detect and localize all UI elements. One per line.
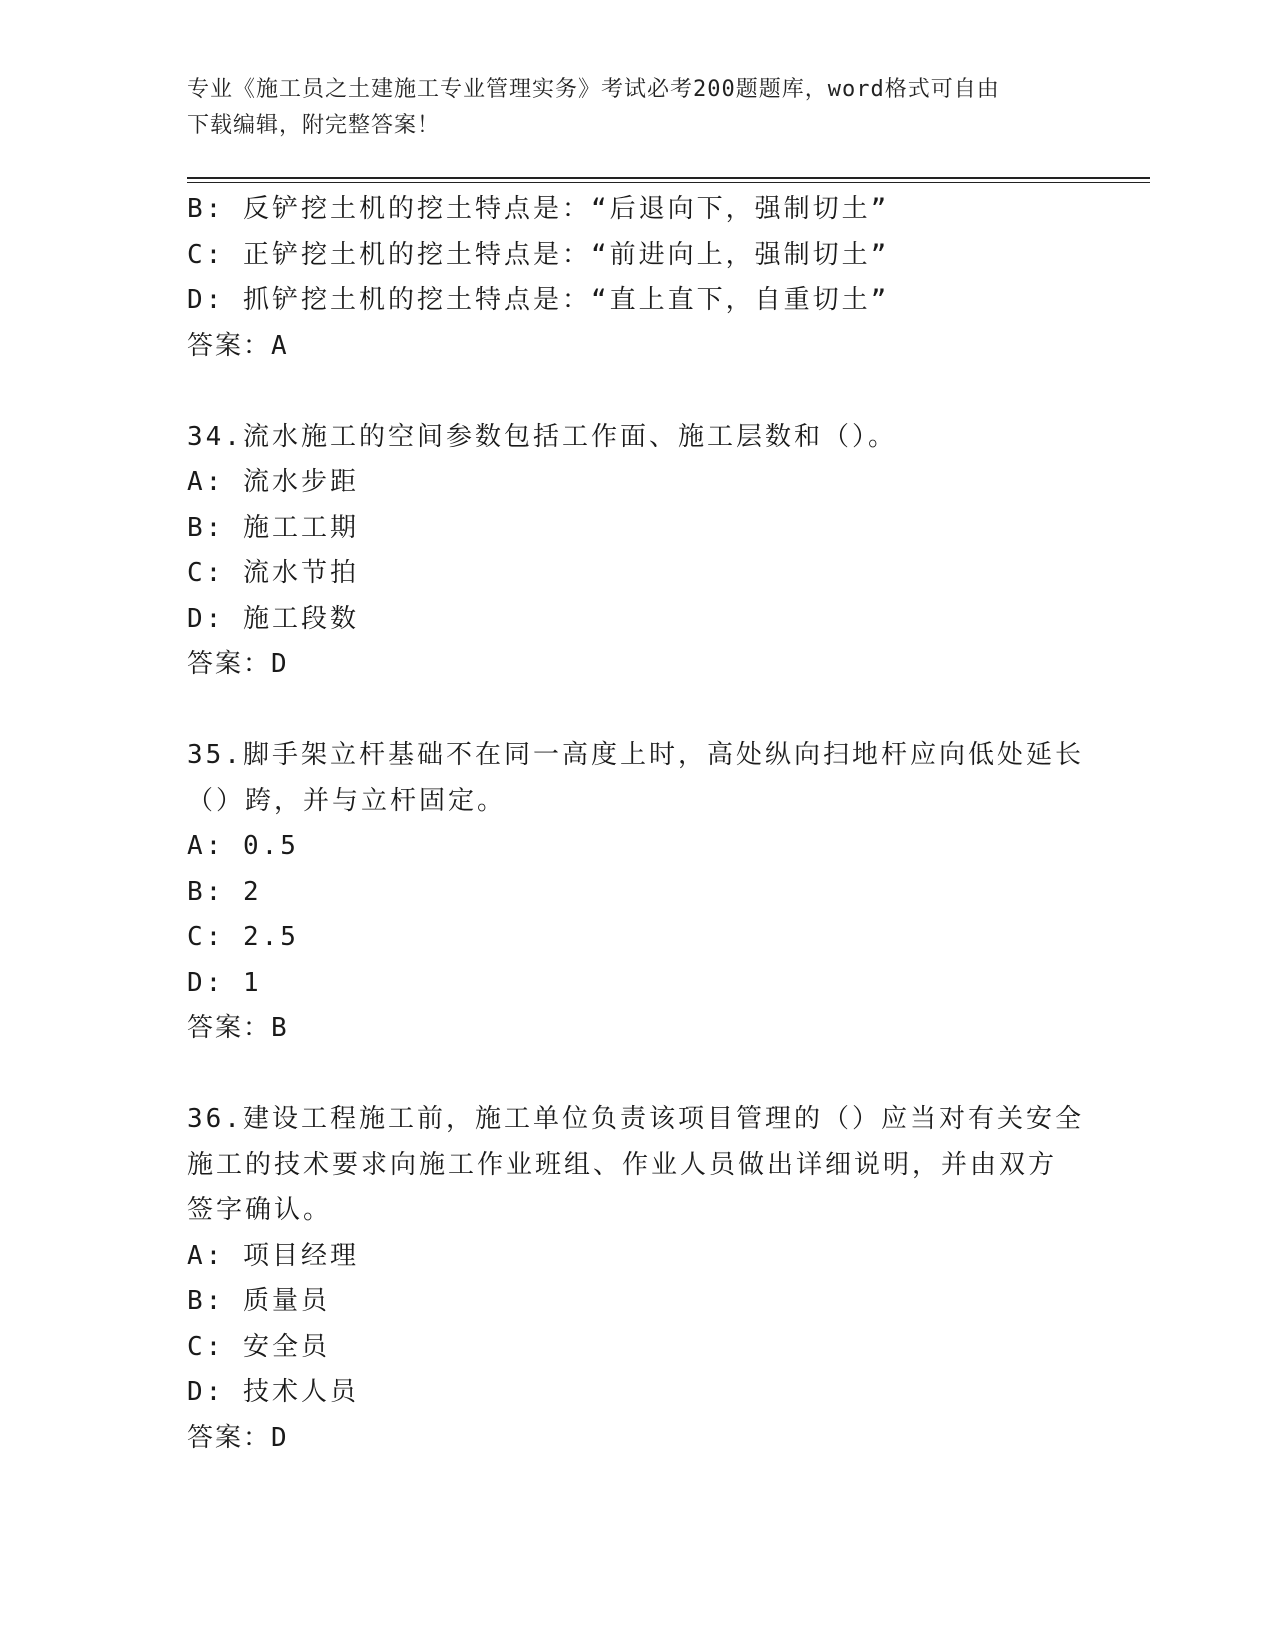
option-a: A: 0.5 bbox=[187, 831, 299, 861]
option-b: B: 反铲挖土机的挖土特点是：“后退向下，强制切土” bbox=[187, 194, 890, 224]
answer-line: 答案：A bbox=[187, 330, 289, 361]
header-line-1: 专业《施工员之土建施工专业管理实务》考试必考200题题库，word格式可自由 bbox=[187, 77, 1000, 102]
question-stem-continued: （）跨，并与立杆固定。 bbox=[187, 785, 507, 816]
question-stem-continued: 施工的技术要求向施工作业班组、作业人员做出详细说明，并由双方 bbox=[187, 1149, 1058, 1180]
question-stem: 35.脚手架立杆基础不在同一高度上时，高处纵向扫地杆应向低处延长 bbox=[187, 740, 1084, 770]
answer-line: 答案：B bbox=[187, 1013, 289, 1043]
question-block-36 bbox=[187, 1097, 1107, 1461]
spacer bbox=[187, 688, 1107, 734]
spacer bbox=[187, 369, 1107, 415]
option-c: C: 2.5 bbox=[187, 922, 299, 952]
option-d: D: 抓铲挖土机的挖土特点是：“直上直下，自重切土” bbox=[187, 285, 890, 315]
option-d: D: 技术人员 bbox=[187, 1377, 359, 1407]
option-c: C: 正铲挖土机的挖土特点是：“前进向上，强制切土” bbox=[187, 239, 890, 270]
option-d: D: 施工段数 bbox=[187, 603, 359, 634]
question-stem: 36.建设工程施工前，施工单位负责该项目管理的（）应当对有关安全 bbox=[187, 1104, 1084, 1134]
question-block-33 bbox=[187, 187, 1107, 369]
header-rule-thick bbox=[187, 177, 1150, 179]
header-rule-thin bbox=[187, 182, 1150, 183]
question-list bbox=[187, 187, 1107, 1461]
option-c: C: 安全员 bbox=[187, 1331, 330, 1362]
answer-line: 答案：D bbox=[187, 649, 289, 679]
spacer bbox=[187, 1052, 1107, 1098]
option-d: D: 1 bbox=[187, 967, 262, 998]
question-block-34 bbox=[187, 415, 1107, 688]
option-b: B: 施工工期 bbox=[187, 512, 359, 543]
option-a: A: 项目经理 bbox=[187, 1240, 359, 1271]
header-line-2: 下载编辑，附完整答案！ bbox=[187, 113, 441, 138]
question-block-35 bbox=[187, 733, 1107, 1052]
question-stem-continued: 签字确认。 bbox=[187, 1195, 333, 1225]
question-stem: 34.流水施工的空间参数包括工作面、施工层数和（）。 bbox=[187, 421, 897, 452]
answer-line: 答案：D bbox=[187, 1422, 289, 1453]
option-b: B: 质量员 bbox=[187, 1286, 330, 1316]
option-c: C: 流水节拍 bbox=[187, 558, 359, 588]
page-header bbox=[187, 72, 1087, 144]
option-b: B: 2 bbox=[187, 876, 262, 907]
option-a: A: 流水步距 bbox=[187, 467, 359, 497]
